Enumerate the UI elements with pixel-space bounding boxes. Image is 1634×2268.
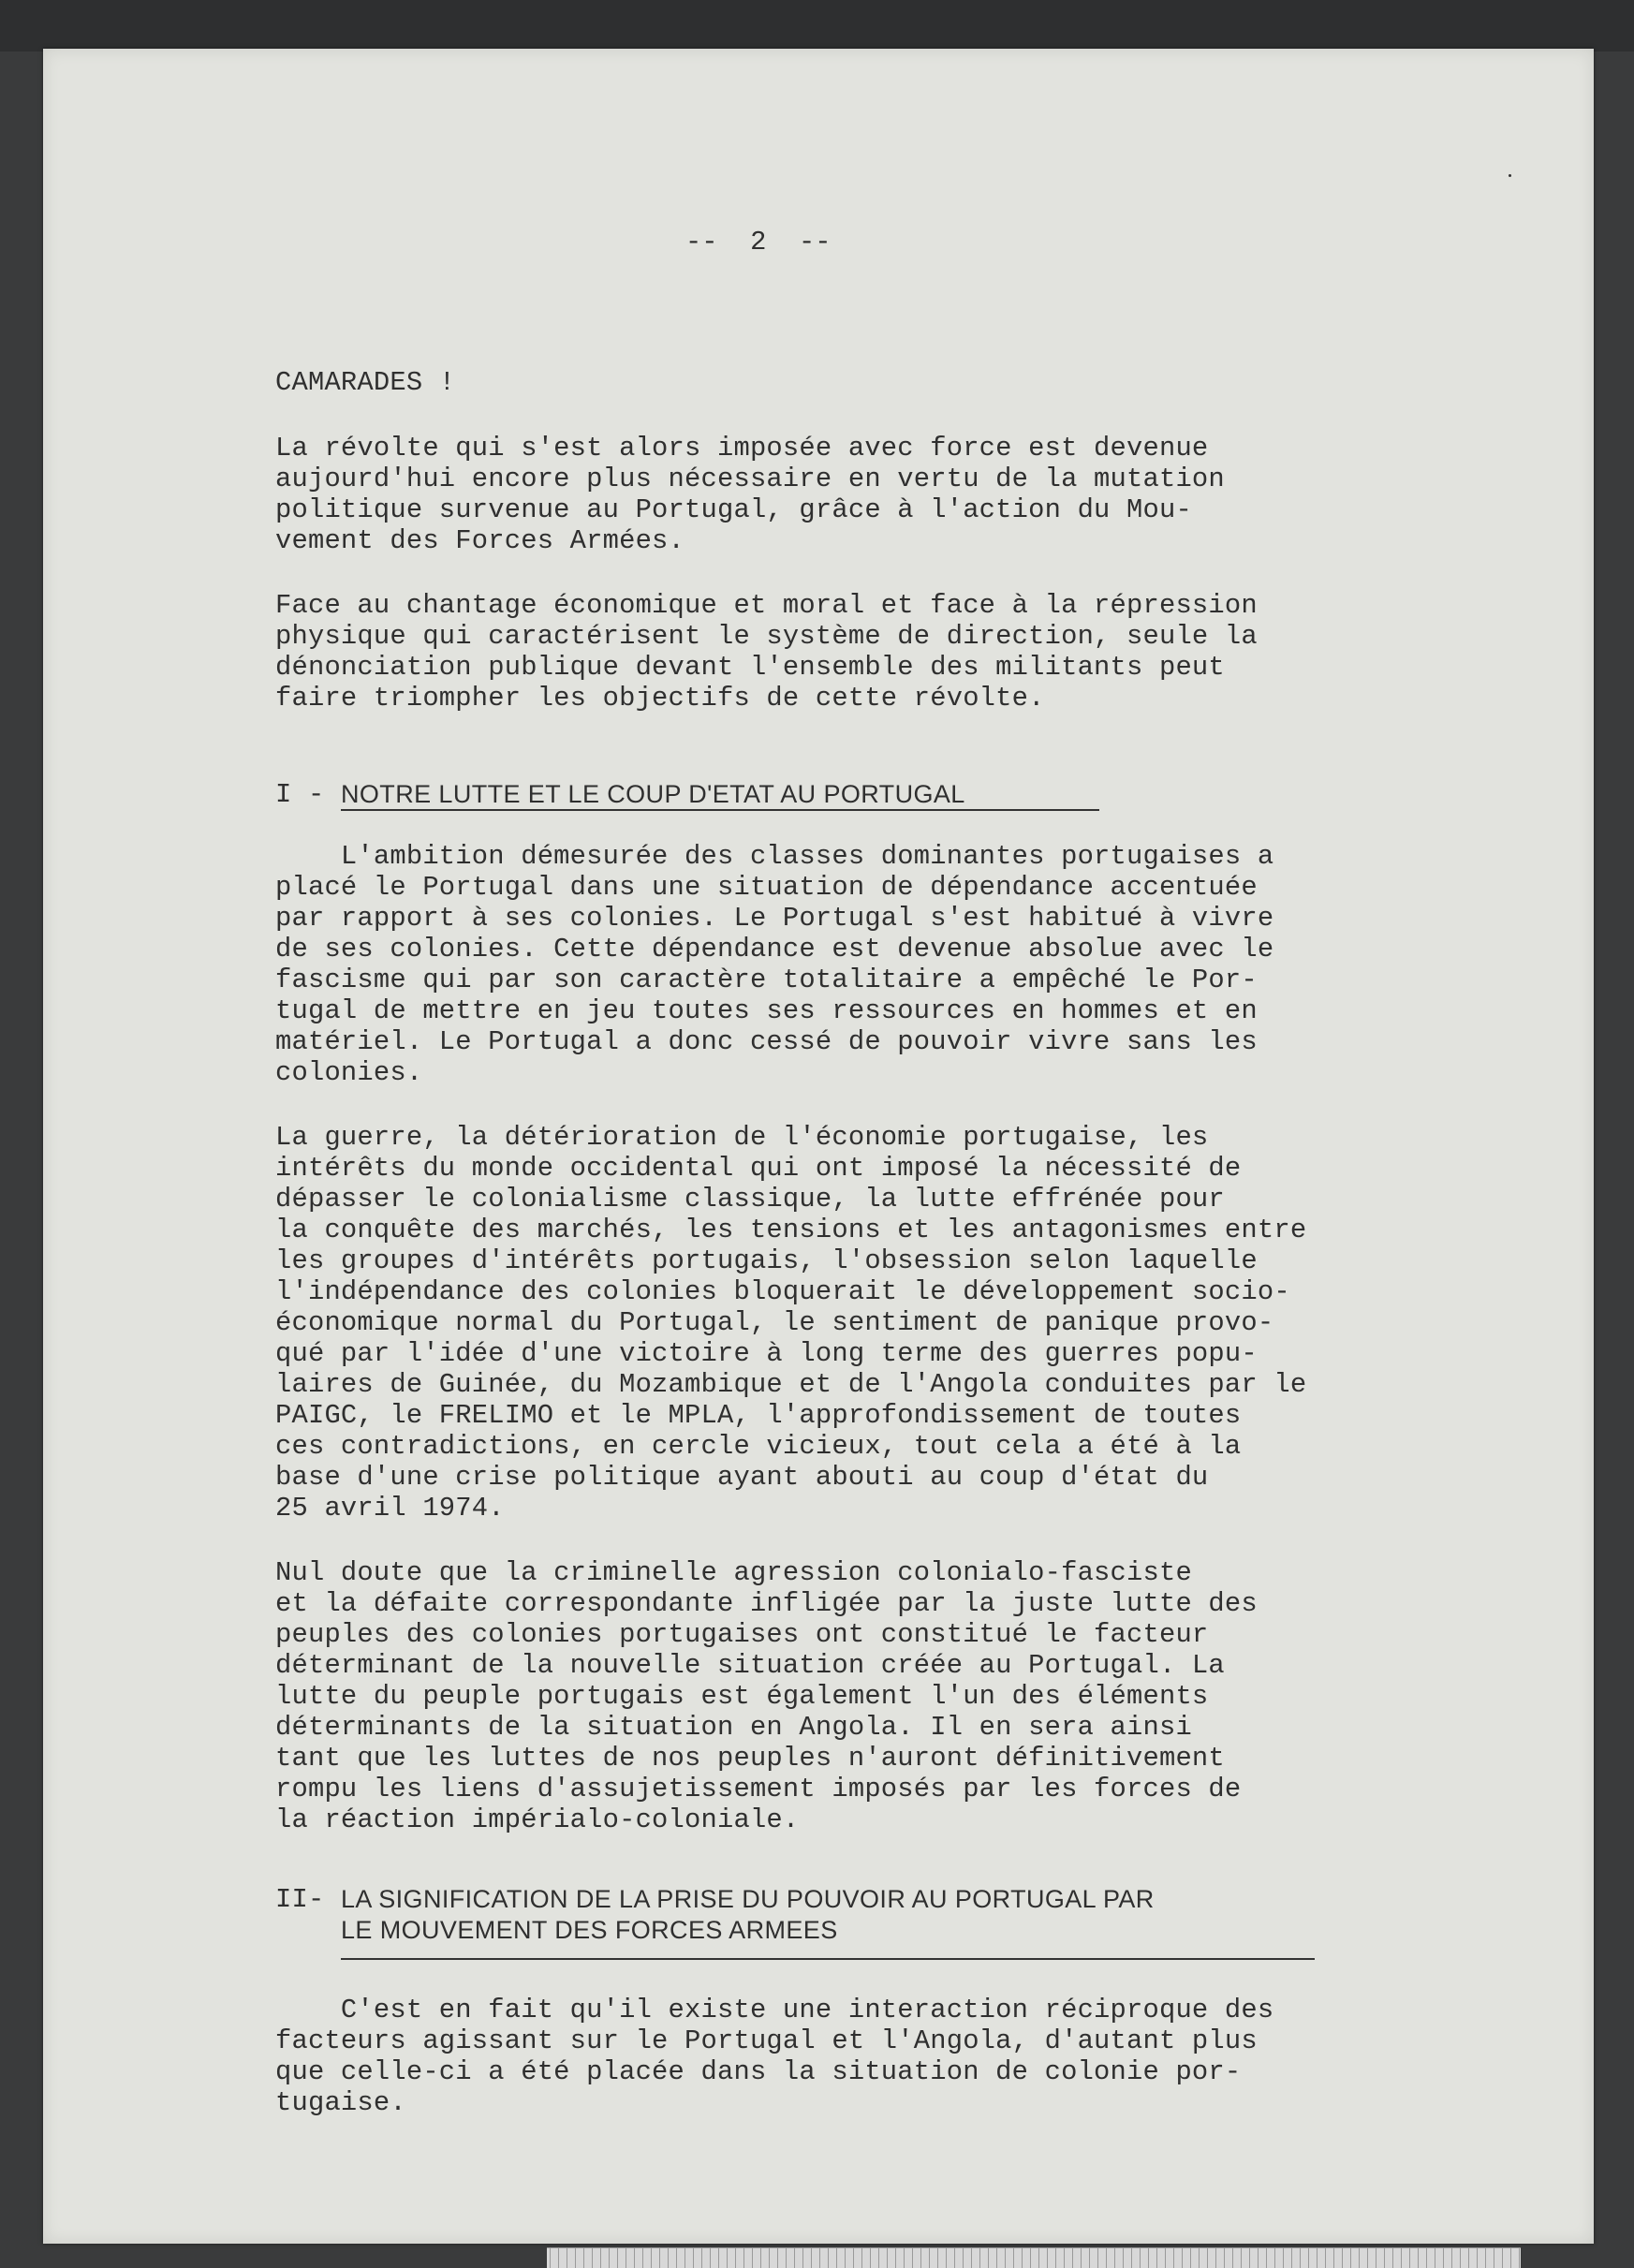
section-title-underline	[341, 809, 1099, 811]
paragraph-line: laires de Guinée, du Mozambique et de l'Angola conduites par le	[275, 1369, 1307, 1400]
paragraph-line: tant que les luttes de nos peuples n'auront définitivement	[275, 1743, 1225, 1774]
paragraph-line: peuples des colonies portugaises ont constitué le facteur	[275, 1619, 1209, 1650]
paragraph-line: La guerre, la détérioration de l'économie portugaise, les	[275, 1122, 1209, 1153]
paragraph-line: facteurs agissant sur le Portugal et l'Angola, d'autant plus	[275, 2025, 1258, 2056]
paragraph-line: déterminants de la situation en Angola. Il en sera ainsi	[275, 1712, 1192, 1743]
document-page	[43, 49, 1594, 2244]
paragraph-line: matériel. Le Portugal a donc cessé de pouvoir vivre sans les	[275, 1026, 1258, 1057]
paragraph-line: tugal de mettre en jeu toutes ses ressources en hommes et en	[275, 995, 1258, 1026]
paragraph-line: la réaction impérialo-coloniale.	[275, 1804, 800, 1835]
paragraph-line: placé le Portugal dans une situation de dépendance accentuée	[275, 872, 1258, 903]
paragraph-line: tugaise.	[275, 2087, 406, 2118]
paragraph-line: dépasser le colonialisme classique, la lutte effrénée pour	[275, 1184, 1225, 1215]
paragraph-line: C'est en fait qu'il existe une interaction réciproque des	[275, 1995, 1274, 2025]
paragraph-line: rompu les liens d'assujetissement imposés par les forces de	[275, 1774, 1242, 1804]
paragraph-line: les groupes d'intérêts portugais, l'obsession selon laquelle	[275, 1245, 1258, 1276]
paragraph-line: Face au chantage économique et moral et face à la répression	[275, 590, 1258, 621]
paragraph-line: ces contradictions, en cercle vicieux, tout cela a été à la	[275, 1431, 1242, 1462]
paragraph-line: vement des Forces Armées.	[275, 525, 685, 556]
paragraph-line: la conquête des marchés, les tensions et les antagonismes entre	[275, 1215, 1307, 1245]
salutation: CAMARADES !	[275, 367, 456, 398]
section-title: NOTRE LUTTE ET LE COUP D'ETAT AU PORTUGAL	[341, 780, 965, 808]
paragraph-line: aujourd'hui encore plus nécessaire en vertu de la mutation	[275, 464, 1225, 494]
paragraph-line: base d'une crise politique ayant abouti au coup d'état du	[275, 1462, 1209, 1493]
paragraph-line: et la défaite correspondante infligée par la juste lutte des	[275, 1588, 1258, 1619]
paragraph-line: que celle-ci a été placée dans la situation de colonie por-	[275, 2056, 1242, 2087]
paragraph-line: L'ambition démesurée des classes dominantes portugaises a	[275, 841, 1274, 872]
section-number: I -	[275, 779, 341, 810]
section-title-line: LE MOUVEMENT DES FORCES ARMEES	[341, 1916, 838, 1944]
paragraph-line: lutte du peuple portugais est également l'un des éléments	[275, 1681, 1209, 1712]
paragraph-line: PAIGC, le FRELIMO et le MPLA, l'approfondissement de toutes	[275, 1400, 1242, 1431]
paragraph-line: intérêts du monde occidental qui ont imposé la nécessité de	[275, 1153, 1242, 1184]
paragraph-line: dénonciation publique devant l'ensemble des militants peut	[275, 652, 1225, 683]
scanner-background	[0, 0, 1634, 52]
paragraph-line: l'indépendance des colonies bloquerait le développement socio-	[275, 1276, 1290, 1307]
paragraph-line: par rapport à ses colonies. Le Portugal s'est habitué à vivre	[275, 903, 1274, 934]
paragraph-line: politique survenue au Portugal, grâce à l'action du Mou-	[275, 494, 1192, 525]
paragraph-line: fascisme qui par son caractère totalitaire a empêché le Por-	[275, 965, 1258, 995]
paragraph-line: faire triompher les objectifs de cette révolte.	[275, 683, 1045, 714]
paragraph-line: de ses colonies. Cette dépendance est devenue absolue avec le	[275, 934, 1274, 965]
paragraph-line: déterminant de la nouvelle situation créée au Portugal. La	[275, 1650, 1225, 1681]
section-title-line: LA SIGNIFICATION DE LA PRISE DU POUVOIR AU PORTUGAL PAR	[341, 1885, 1155, 1913]
paper-speck	[1509, 174, 1511, 177]
scanner-ruler	[547, 2247, 1521, 2268]
paragraph-line: économique normal du Portugal, le sentiment de panique provo-	[275, 1307, 1274, 1338]
section-number: II-	[275, 1884, 341, 1915]
paragraph-line: colonies.	[275, 1057, 423, 1088]
page-number: -- 2 --	[685, 227, 832, 258]
paragraph-line: La révolte qui s'est alors imposée avec force est devenue	[275, 433, 1209, 464]
paragraph-line: physique qui caractérisent le système de direction, seule la	[275, 621, 1258, 652]
paragraph-line: qué par l'idée d'une victoire à long terme des guerres popu-	[275, 1338, 1258, 1369]
section-title-underline	[341, 1958, 1315, 1960]
paragraph-line: Nul doute que la criminelle agression colonialo-fasciste	[275, 1557, 1192, 1588]
paragraph-line: 25 avril 1974.	[275, 1493, 505, 1524]
